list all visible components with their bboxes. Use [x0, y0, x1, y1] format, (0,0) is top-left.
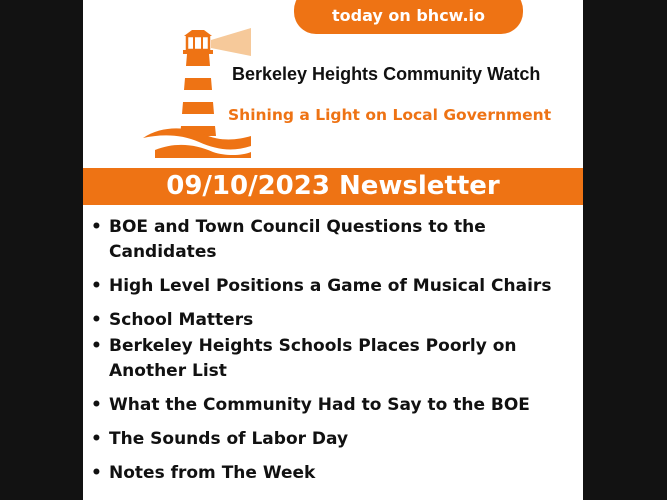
- bullet-icon: •: [91, 336, 102, 356]
- bullet-icon: •: [91, 217, 102, 237]
- headline-item[interactable]: [83, 274, 583, 299]
- lighthouse-icon: [141, 26, 253, 158]
- bullet-icon: •: [91, 276, 102, 296]
- website-link-pill[interactable]: [294, 0, 523, 34]
- headline-item[interactable]: [83, 334, 583, 384]
- newsletter-title: 09/10/2023 Newsletter: [166, 171, 500, 201]
- headline-text[interactable]: The Sounds of Labor Day: [109, 429, 349, 449]
- headline-text[interactable]: School Matters: [109, 310, 254, 330]
- newsletter-card: [83, 0, 583, 500]
- organization-tagline: Shining a Light on Local Government: [228, 106, 552, 124]
- headline-item[interactable]: [83, 393, 583, 418]
- website-link-text[interactable]: today on bhcw.io: [332, 6, 485, 25]
- bullet-icon: •: [91, 395, 102, 415]
- headline-text[interactable]: Berkeley Heights Schools Places Poorly on Another List: [109, 336, 517, 381]
- headline-item[interactable]: [83, 308, 583, 333]
- bullet-icon: •: [91, 310, 102, 330]
- bullet-icon: •: [91, 463, 102, 483]
- newsletter-headline-list: [83, 215, 583, 486]
- headline-text[interactable]: Notes from The Week: [109, 463, 316, 483]
- headline-text[interactable]: BOE and Town Council Questions to the Candidates: [109, 217, 486, 262]
- newsletter-date-banner: [83, 168, 583, 205]
- organization-name: Berkeley Heights Community Watch: [232, 64, 541, 84]
- headline-item[interactable]: [83, 461, 583, 486]
- bullet-icon: •: [91, 429, 102, 449]
- headline-item[interactable]: [83, 215, 583, 265]
- headline-text[interactable]: High Level Positions a Game of Musical Chairs: [109, 276, 552, 296]
- headline-text[interactable]: What the Community Had to Say to the BOE: [109, 395, 530, 415]
- headline-item[interactable]: [83, 427, 583, 452]
